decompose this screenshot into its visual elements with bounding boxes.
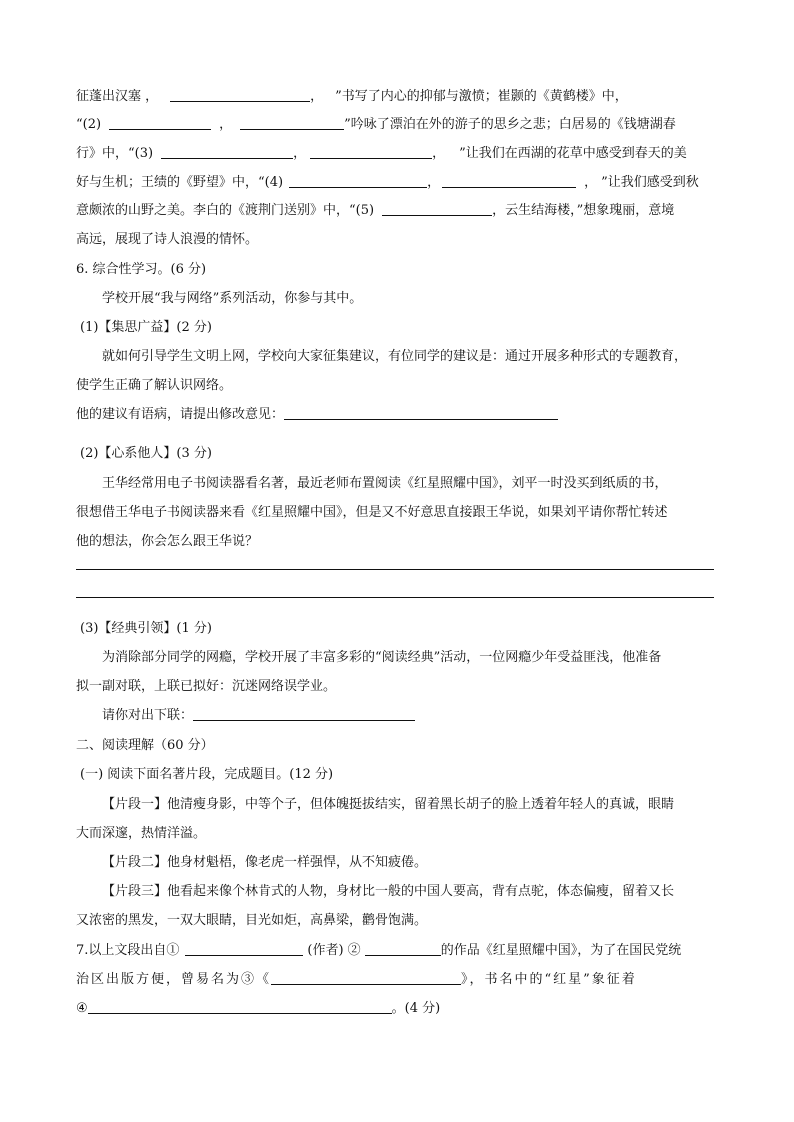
fragment-1: 【片段一】他清瘦身影，中等个子，但体魄挺拔结实，留着黑长胡子的脸上透着年轻人的真诚，眼睛 <box>102 797 675 812</box>
answer-blank[interactable] <box>170 89 310 102</box>
section2-part1-title: (一) 阅读下面名著片段，完成题目。(12 分) <box>80 767 334 782</box>
fragment-2: 【片段二】他身材魁梧，像老虎一样强悍，从不知疲倦。 <box>102 855 428 870</box>
q6-part3-title: (3)【经典引领】(1 分) <box>80 621 212 636</box>
q6-part1-prompt: 他的建议有语病，请提出修改意见： <box>76 406 558 424</box>
poem-line-1: 征蓬出汉塞 ， ， ”书写了内心的抑郁与激愤；崔颢的《黄鹤楼》中， <box>76 89 628 104</box>
q7-line-2: 治区出版方便，曾易名为③《 》，书名中的“红星”象征着 <box>76 972 637 987</box>
q7-line-1: 7.以上文段出自① (作者) ② 的作品《红星照耀中国》，为了在国民党统 <box>76 943 682 958</box>
answer-blank[interactable] <box>284 407 558 420</box>
answer-blank[interactable] <box>240 117 344 130</box>
q6-part2-text: 他的想法，你会怎么跟王华说？ <box>76 534 259 549</box>
q6-intro: 学校开展“我与网络”系列活动，你参与其中。 <box>102 291 363 306</box>
poem-line-4: 好与生机；王绩的《野望》中，“(4) ， ， ”让我们感受到秋 <box>76 175 699 190</box>
poem-line-6: 高远，展现了诗人浪漫的情怀。 <box>76 232 259 247</box>
answer-blank[interactable] <box>365 943 441 956</box>
poem-line-5: 意颇浓的山野之美。李白的《渡荆门送别》中，“(5) ，云生结海楼，”想象瑰丽，意境 <box>76 203 675 218</box>
q6-part3-text: 拟一副对联，上联已拟好：沉迷网络误学业。 <box>76 679 337 694</box>
q6-part2-text: 很想借王华电子书阅读器来看《红星照耀中国》，但是又不好意思直接跟王华说，如果刘平请你帮忙转述 <box>76 505 668 520</box>
q6-part2-text: 王华经常用电子书阅读器看名著，最近老师布置阅读《红星照耀中国》，刘平一时没买到纸质的书， <box>102 476 668 491</box>
q6-part1-text: 使学生正确了解认识网络。 <box>76 378 233 393</box>
answer-blank[interactable] <box>382 203 492 216</box>
q6-part2-title: (2)【心系他人】(3 分) <box>80 446 212 461</box>
q6-title: 6. 综合性学习。(6 分) <box>76 262 207 277</box>
answer-blank[interactable] <box>185 943 303 956</box>
answer-blank[interactable] <box>161 146 293 159</box>
poem-line-3: 行》中，“(3) ， ， ”让我们在西湖的花草中感受到春天的美 <box>76 146 687 161</box>
answer-blank[interactable] <box>88 1001 392 1014</box>
poem-line-2: “(2) ， ”吟咏了漂泊在外的游子的思乡之悲；白居易的《钱塘湖春 <box>76 117 676 132</box>
fragment-3: 【片段三】他看起来像个林肯式的人物，身材比一般的中国人要高，背有点驼，体态偏瘦，留着又长 <box>102 884 675 899</box>
q7-line-3: ④ 。(4 分) <box>76 1001 441 1016</box>
answer-blank[interactable] <box>193 708 415 721</box>
q6-part3-prompt: 请你对出下联： <box>102 707 415 725</box>
answer-blank[interactable] <box>271 972 461 985</box>
answer-blank[interactable] <box>310 146 432 159</box>
fragment-1: 大而深邃，热情洋溢。 <box>76 826 207 841</box>
q6-part3-text: 为消除部分同学的网瘾，学校开展了丰富多彩的“阅读经典”活动，一位网瘾少年受益匪浅，他准备 <box>102 650 662 665</box>
answer-blank[interactable] <box>289 175 427 188</box>
q6-part1-title: (1)【集思广益】(2 分) <box>80 320 212 335</box>
section2-title: 二、阅读理解（60 分） <box>76 738 214 753</box>
answer-blank[interactable] <box>442 175 576 188</box>
answer-line[interactable] <box>76 597 714 598</box>
q6-part1-text: 就如何引导学生文明上网，学校向大家征集建议，有位同学的建议是：通过开展多种形式的专题教育， <box>102 349 688 364</box>
answer-blank[interactable] <box>109 117 211 130</box>
answer-line[interactable] <box>76 569 714 570</box>
fragment-3: 又浓密的黑发，一双大眼睛，目光如炬，高鼻梁，鹳骨饱满。 <box>76 913 428 928</box>
